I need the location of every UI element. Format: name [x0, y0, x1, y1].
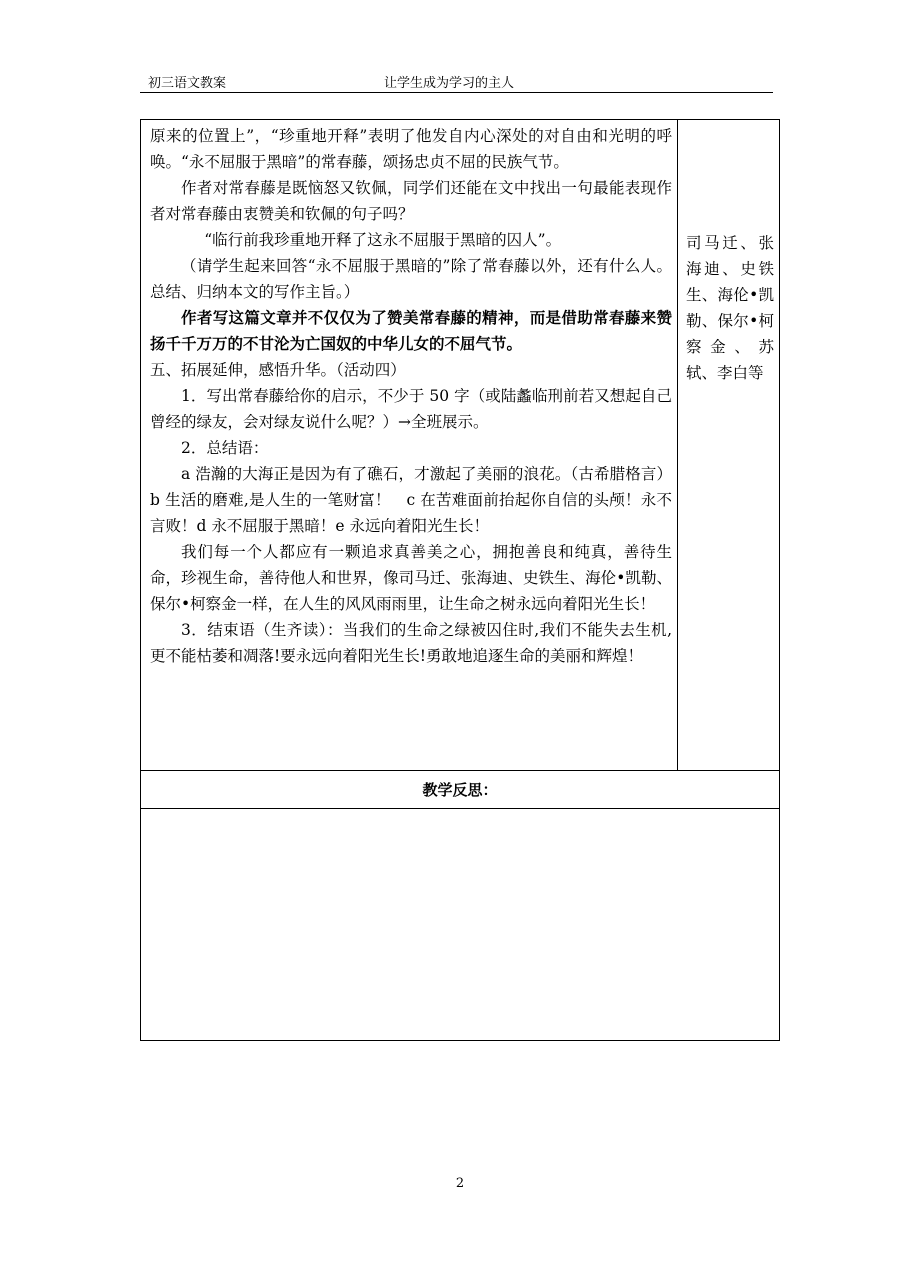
reflection-body — [141, 810, 779, 1040]
header-course-title: 初三语文教案 — [148, 76, 227, 91]
header-motto: 让学生成为学习的主人 — [384, 76, 515, 91]
page-number: 2 — [455, 1176, 465, 1191]
activity-item-3: 3．结束语（生齐读）：当我们的生命之绿被囚住时,我们不能失去生机,更不能枯萎和凋落!要永远向着阳光生长!勇敢地追逐生命的美丽和辉煌！ — [150, 621, 672, 665]
activity-item-1: 1．写出常春藤给你的启示，不少于 50 字（或陆蠡临刑前若又想起自己曾经的绿友，会对绿友说什么呢？）→全班展示。 — [150, 387, 672, 431]
row-divider-1 — [141, 770, 779, 771]
section-heading-5: 五、拓展延伸，感悟升华。（活动四） — [150, 361, 406, 379]
summary-quotes: a 浩瀚的大海正是因为有了礁石，才激起了美丽的浪花。（古希腊格言）b 生活的磨难,是人生的一笔财富！ c 在苦难面前抬起你自信的头颅！永不言败！d 永不屈服于黑暗！e 永远向着阳光生长！ — [150, 465, 672, 535]
summary-paragraph: 我们每一个人都应有一颗追求真善美之心，拥抱善良和纯真，善待生命，珍视生命，善待他人和世界，像司马迁、张海迪、史铁生、海伦•凯勒、保尔•柯察金一样，在人生的风风雨雨里，让生命之树永远向着阳光生长！ — [150, 543, 672, 613]
lesson-table — [140, 119, 780, 1041]
paragraph-quote: “临行前我珍重地开释了这永不屈服于黑暗的囚人”。 — [204, 231, 562, 249]
side-notes-cell — [678, 120, 779, 770]
lesson-content — [150, 123, 672, 669]
paragraph-question: （请学生起来回答“永不屈服于黑暗的”除了常春藤以外，还有什么人。总结、归纳本文的写作主旨。） — [150, 257, 672, 301]
row-divider-2 — [141, 808, 779, 809]
lesson-content-cell — [141, 120, 678, 770]
page-header — [140, 76, 773, 92]
side-notes: 司马迁、张海迪、史铁生、海伦•凯勒、保尔•柯察金、苏轼、李白等 — [686, 234, 774, 382]
paragraph-1: 原来的位置上”，“珍重地开释”表明了他发自内心深处的对自由和光明的呼唤。“永不屈服于黑暗”的常春藤，颂扬忠贞不屈的民族气节。 — [150, 127, 672, 171]
reflection-title: 教学反思： — [422, 781, 498, 799]
header-rule — [140, 92, 773, 93]
paragraph-theme: 作者写这篇文章并不仅仅为了赞美常春藤的精神，而是借助常春藤来赞扬千千万万的不甘沦为亡国奴的中华儿女的不屈气节。 — [150, 308, 672, 353]
activity-item-2: 2．总结语： — [181, 439, 269, 457]
paragraph-2: 作者对常春藤是既恼怒又钦佩，同学们还能在文中找出一句最能表现作者对常春藤由衷赞美和钦佩的句子吗？ — [150, 179, 672, 223]
